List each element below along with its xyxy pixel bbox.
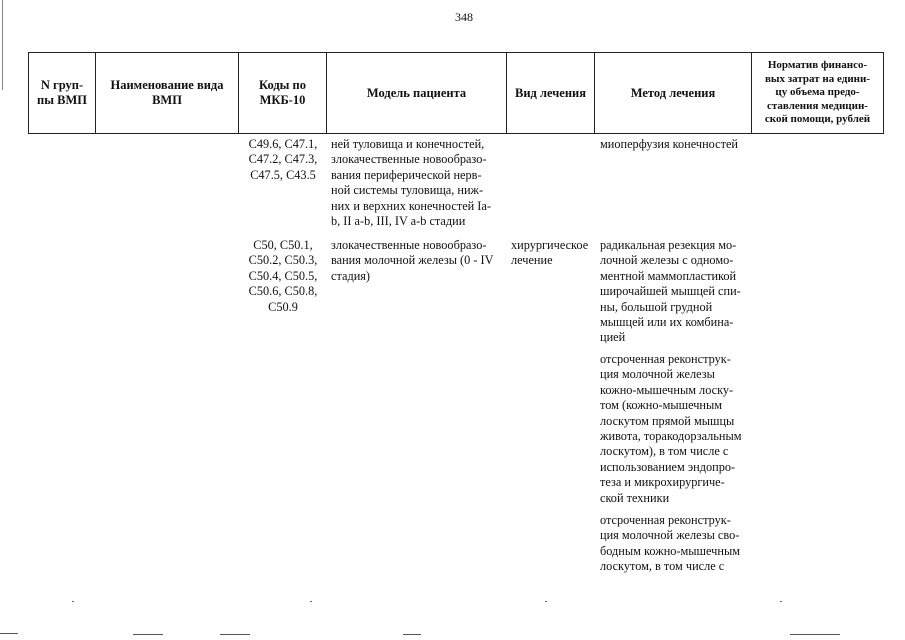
scan-line [790,634,840,635]
scan-line [0,633,18,634]
row-1-method-1: миоперфузия конечностей [600,137,738,151]
scan-dot [310,601,312,602]
scan-line [403,634,421,635]
row-1-codes: C49.6, C47.1, C47.2, C47.3, C47.5, C43.5 [248,137,318,182]
page-number: 348 [455,10,473,24]
header-method: Метод лечения [595,53,752,134]
row-2-method-3: отсроченная реконструк- ция молочной железы сво- бодным кожно-мышечным лоскутом, в том числе с [600,513,740,574]
header-name: Наименование вида ВМП [96,53,239,134]
margin-rule [2,0,3,90]
scan-line [220,634,250,635]
header-kind: Вид лечения [507,53,595,134]
scan-line [133,634,163,635]
row-1-model: ней туловища и конечностей, злокачественные новообразо- вания периферической нерв- ной системы туловища, ниж- них и верхних конечностей Ia- b, II a-b, III, IV a-b стадии [331,137,491,229]
row-2-method-2: отсроченная реконструк- ция молочной железы кожно-мышечным лоску- том (кожно-мышечным лоскутом прямой мышцы живота, торакодорзальным лоскутом), в том числе с использованием эндопро- теза и микрохирургиче- ской техники [600,352,742,505]
row-2-kind: хирургическое лечение [511,238,589,268]
scan-dot [780,601,782,602]
table-header [28,52,884,134]
row-2-model: злокачественные новообразо- вания молочной железы (0 - IV стадия) [331,238,494,283]
scan-dot [545,601,547,602]
header-group: N груп- пы ВМП [29,53,96,134]
row-2-method-1: радикальная резекция мо- лочной железы с одномо- ментной маммопластикой широчайшей мышцей спи- ны, большой грудной мышцей или их комбина- цией [600,238,741,345]
row-2-codes: C50, C50.1, C50.2, C50.3, C50.4, C50.5, C50.6, C50.8, C50.9 [248,238,318,314]
header-norm: Норматив финансо- вых затрат на едини- цу объема предо- ставления медицин- ской помощи, рублей [752,53,884,134]
header-codes: Коды по МКБ-10 [239,53,327,134]
header-model: Модель пациента [327,53,507,134]
scan-dot [72,601,74,602]
